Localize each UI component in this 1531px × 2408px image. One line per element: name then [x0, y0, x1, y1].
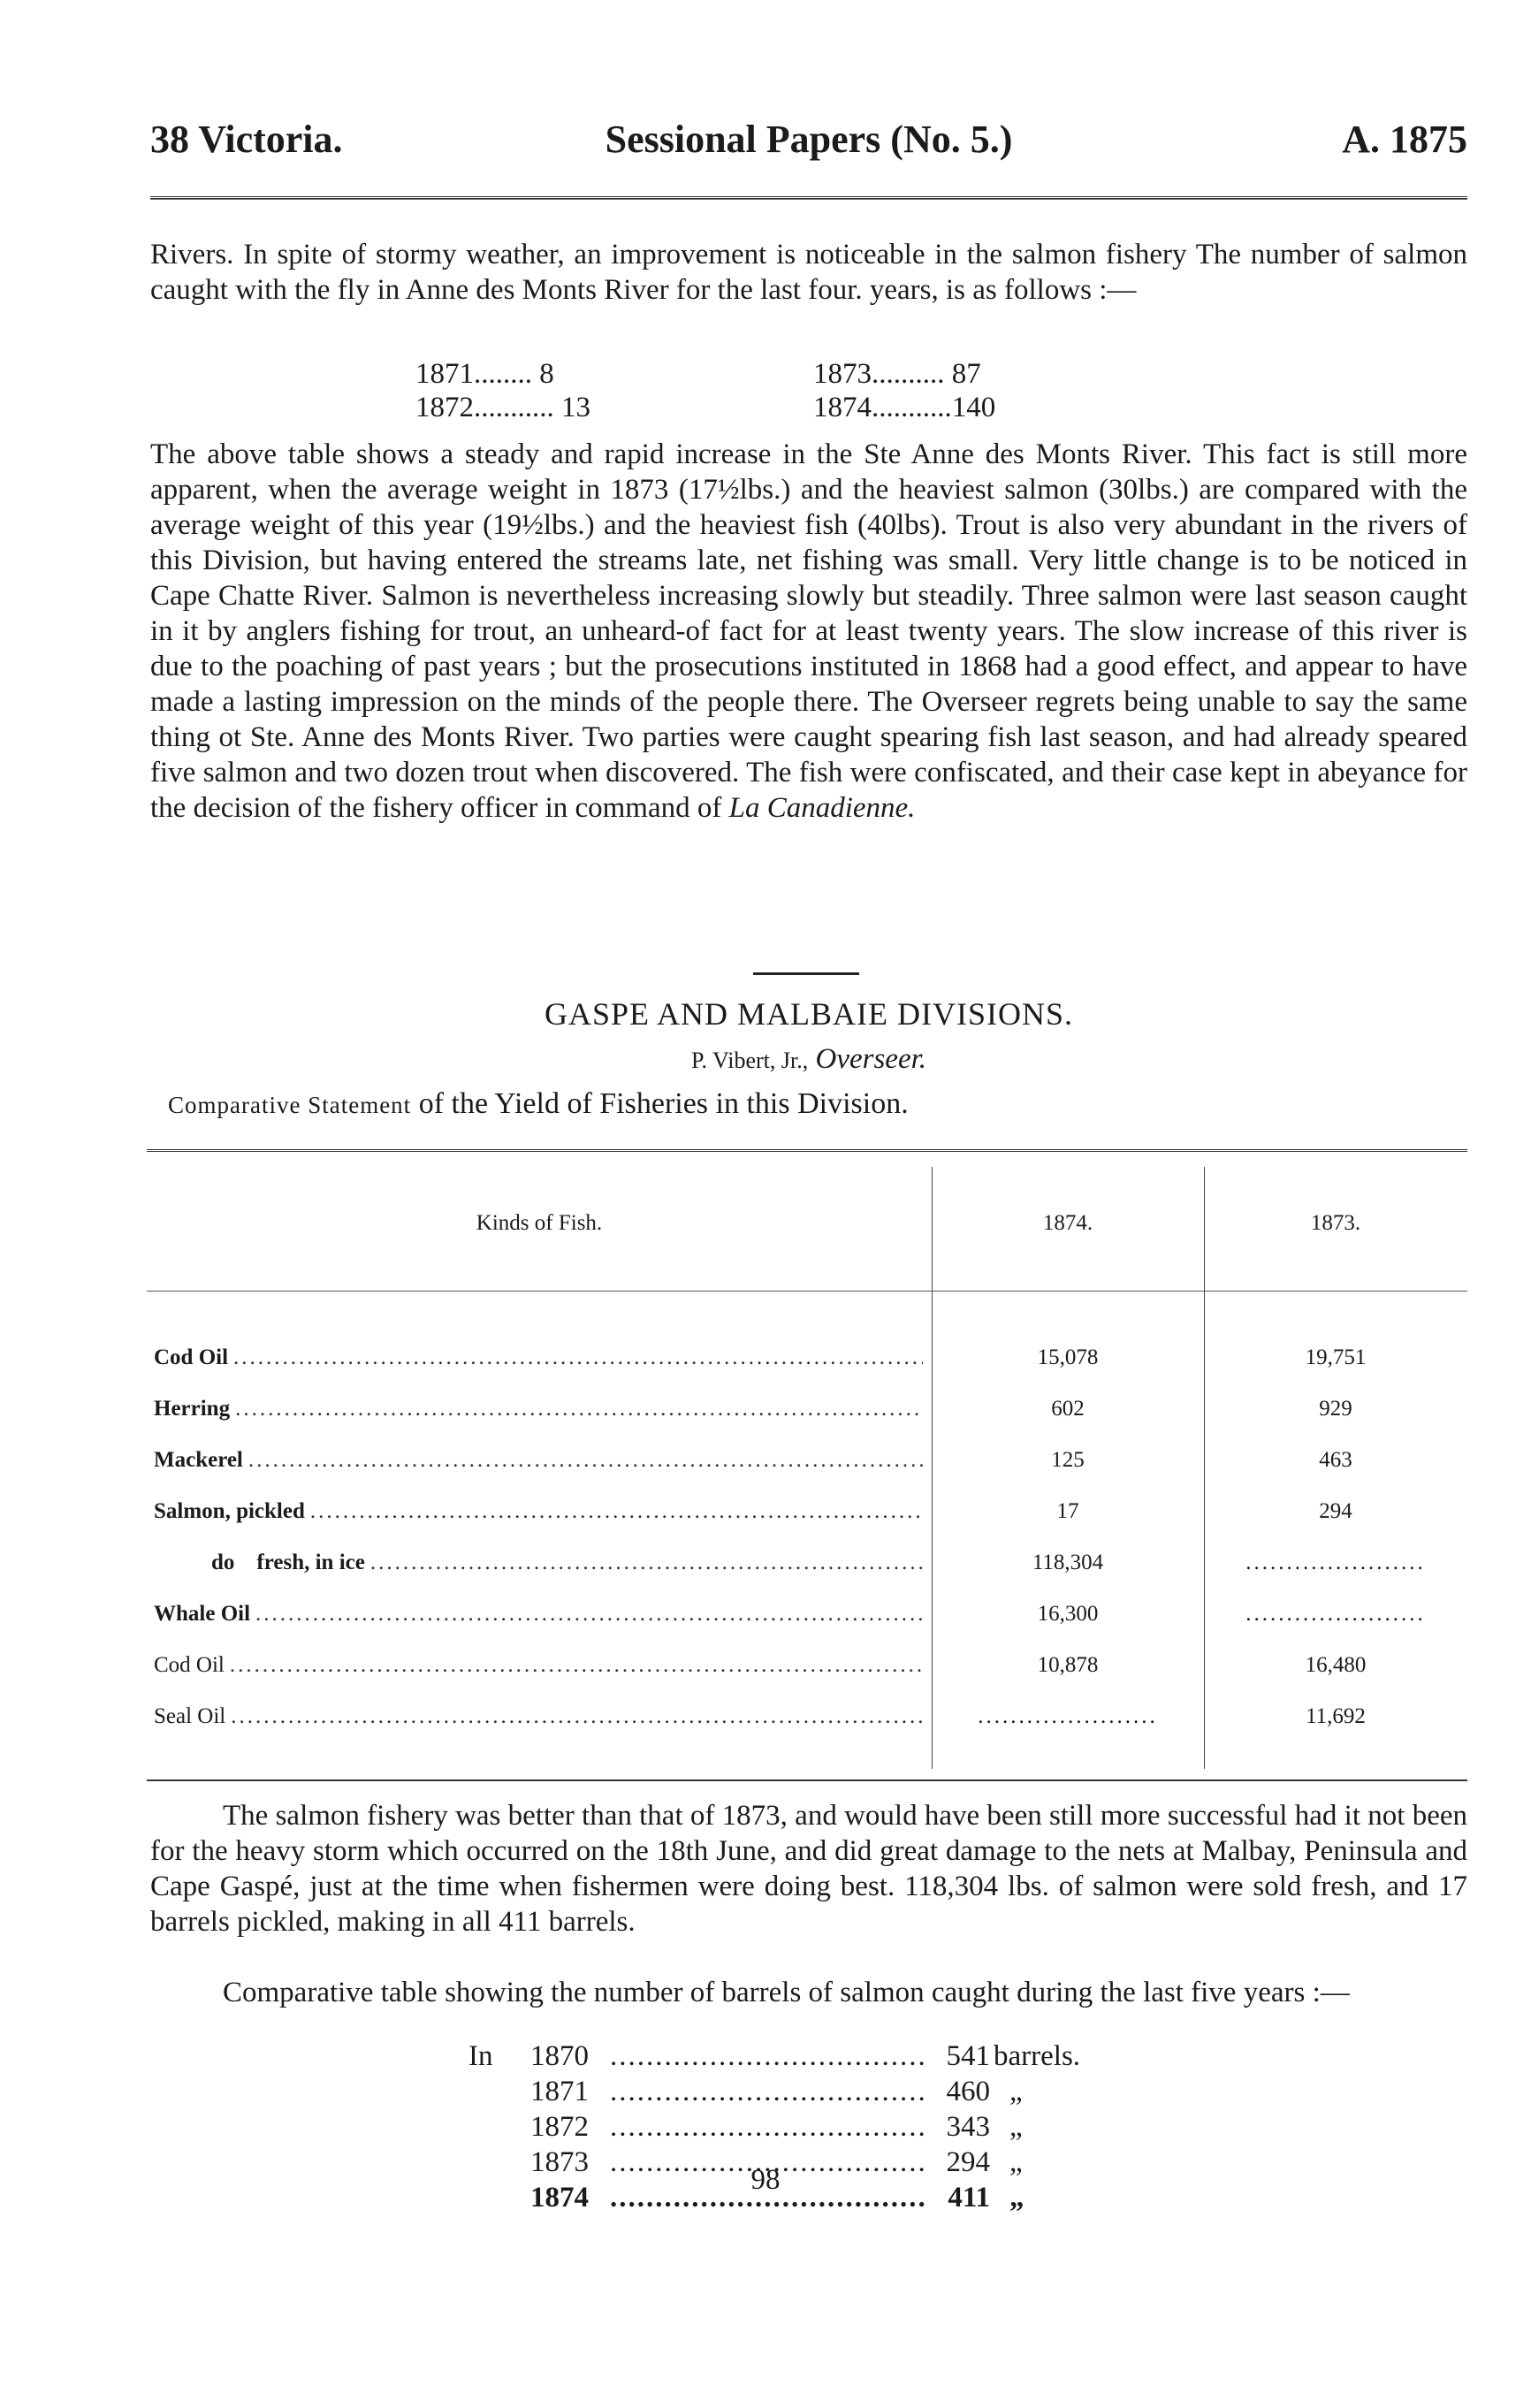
table-top-rule [147, 1149, 1467, 1152]
overseer-role: Overseer. [815, 1043, 927, 1075]
fly-dots: ........ [474, 358, 532, 390]
statement-heading [168, 1087, 1485, 1121]
statement-rest: of the Yield of Fisheries in this Division. [418, 1087, 909, 1120]
fly-year: 1873 [813, 358, 872, 390]
header-kinds-of-fish: Kinds of Fish. [476, 1211, 603, 1235]
value-1873: ...................... [1245, 1602, 1426, 1626]
barrels-value: 541 [946, 2040, 990, 2072]
section-divider [753, 972, 859, 975]
leader-dots [230, 1397, 923, 1421]
running-header [150, 117, 1467, 170]
fish-name: Whale Oil [154, 1602, 251, 1626]
barrels-year: 1871 [530, 2076, 589, 2107]
value-1873: 16,480 [1305, 1653, 1367, 1677]
header-1874: 1874. [1042, 1211, 1093, 1235]
barrels-prefix [468, 2074, 530, 2109]
value-1874: 125 [1051, 1448, 1085, 1472]
header-rule [147, 1291, 1467, 1292]
fly-catch-row [415, 357, 1211, 391]
fisheries-yield-table [147, 1149, 1467, 1781]
barrels-year: 1872 [530, 2111, 589, 2143]
barrels-row [468, 2038, 1080, 2074]
fly-dots: .......... [872, 358, 945, 390]
value-1873: 294 [1319, 1499, 1352, 1523]
fly-catch-table [415, 357, 1211, 424]
fly-count: 13 [561, 392, 590, 423]
fish-name-cell [154, 1602, 923, 1627]
leader-dots [365, 1551, 923, 1575]
barrels-row [468, 2109, 1080, 2145]
table-row [147, 1384, 1467, 1436]
fly-dots: ........... [474, 392, 554, 423]
fly-dots: ........... [872, 392, 952, 423]
leader-dots [250, 1602, 923, 1627]
leader-dots [225, 1653, 923, 1678]
body-paragraph-2: The salmon fishery was better than that of 1873, and would have been still more successful had it not been for the heavy storm which occurred on the 18th June, and did great damage to the nets at Malbay, Peninsula and Cape Gaspé, just at the time when fishermen were doing best. 118,304 lbs. of salmon were sold fresh, and 17 barrels pickled, making in all 411 barrels. [150, 1800, 1467, 1938]
barrels-prefix [468, 2109, 530, 2145]
table-row [147, 1487, 1467, 1538]
fly-catch-row [415, 391, 1211, 424]
table-row [147, 1333, 1467, 1384]
barrels-unit: „ [1009, 2182, 1024, 2214]
ship-name: La Canadienne. [728, 792, 916, 824]
value-1874: 10,878 [1037, 1653, 1099, 1677]
overseer-name: P. Vibert, Jr., [690, 1048, 809, 1073]
fly-catch-cell [415, 357, 813, 391]
fly-count: 140 [951, 392, 996, 423]
header-year: A. 1875 [1342, 118, 1467, 161]
paragraph-1-text: The above table shows a steady and rapid increase in the Ste Anne des Monts River. This fact is still more apparent, when the average weight in 1873 (17½lbs.) and the heaviest salmon (30lbs.) are compared with the average weight of this year (19½lbs.) and the heaviest fish (40lbs). Trout is also very abundant in the rivers of this Division, but having entered the streams late, net fishing was small. Very little change is to be noticed in Cape Chatte River. Salmon is nevertheless increasing slowly but steadily. Three salmon were last season caught in it by anglers fishing for trout, an unheard-of fact for at least twenty years. The slow increase of this river is due to the poaching of past years ; but the prosecutions instituted in 1868 had a good effect, and appear to have made a lasting impression on the minds of the people there. The Overseer regrets being unable to say the same thing ot Ste. Anne des Monts River. Two parties were caught spearing fish last season, and had already speared five salmon and two dozen trout when discovered. The fish were confiscated, and their case kept in abeyance for the decision of the fishery officer in command of [150, 438, 1467, 824]
header-title: Sessional Papers (No. 5.) [605, 118, 1013, 161]
fly-catch-cell [813, 357, 1211, 391]
table-row [147, 1436, 1467, 1487]
fish-name-cell [154, 1448, 923, 1473]
intro-paragraph: Rivers. In spite of stormy weather, an improvement is noticeable in the salmon fishery The number of salmon caught with the fly in Anne des Monts River for the last four. years, is as follows :— [150, 239, 1467, 306]
fly-year: 1871 [415, 358, 474, 390]
barrels-unit: „ [1009, 2111, 1023, 2143]
value-1873: 11,692 [1306, 1704, 1366, 1728]
table-row [147, 1641, 1467, 1692]
body-paragraph-1 [150, 437, 1467, 826]
section-title: GASPE AND MALBAIE DIVISIONS. [544, 996, 1074, 1032]
fly-count: 87 [951, 358, 981, 390]
page-number: 98 [750, 2164, 781, 2196]
barrels-value: 460 [946, 2076, 990, 2107]
fish-name: Salmon, pickled [154, 1499, 305, 1523]
leader-dots [243, 1448, 923, 1473]
fish-name: do fresh, in ice [189, 1551, 365, 1574]
fish-name-cell [154, 1397, 923, 1421]
leader-dots [225, 1704, 923, 1729]
statement-label: Comparative Statement [168, 1092, 412, 1118]
value-1873: 929 [1319, 1397, 1352, 1421]
value-1874: 602 [1051, 1397, 1085, 1421]
value-1873: 19,751 [1305, 1345, 1367, 1369]
body-paragraph-3: Comparative table showing the number of barrels of salmon caught during the last five years :— [223, 1977, 1350, 2008]
fish-name-cell [154, 1499, 923, 1524]
barrels-year: 1874 [530, 2182, 589, 2214]
barrels-year: 1873 [530, 2146, 589, 2178]
barrels-year: 1870 [530, 2040, 589, 2072]
leader-dots [610, 2109, 928, 2145]
barrels-unit: barrels. [994, 2040, 1081, 2072]
value-1873: 463 [1319, 1448, 1352, 1472]
value-1874: 15,078 [1037, 1345, 1099, 1369]
overseer-line [150, 1043, 1467, 1076]
fish-name: Seal Oil [154, 1704, 226, 1728]
fish-name: Cod Oil [154, 1345, 229, 1369]
barrels-value: 294 [946, 2146, 990, 2178]
value-1874: 16,300 [1037, 1602, 1099, 1626]
fish-name: Cod Oil [154, 1653, 225, 1677]
leader-dots [228, 1345, 923, 1370]
fly-catch-cell [415, 391, 813, 424]
value-1874: 118,304 [1032, 1551, 1104, 1574]
barrels-unit: „ [1009, 2146, 1023, 2178]
barrels-value: 411 [948, 2182, 990, 2214]
barrels-unit: „ [1009, 2076, 1023, 2107]
header-rule [150, 196, 1467, 200]
table-row [147, 1589, 1467, 1641]
header-volume: 38 Victoria. [150, 118, 343, 161]
barrels-prefix: In [468, 2040, 493, 2072]
table-bottom-rule [147, 1779, 1467, 1781]
leader-dots [610, 2074, 928, 2109]
value-1873: ...................... [1245, 1551, 1426, 1574]
table-row [147, 1538, 1467, 1589]
leader-dots [610, 2038, 928, 2074]
fly-catch-cell [813, 391, 1211, 424]
fish-name-cell [154, 1551, 923, 1575]
value-1874: 17 [1056, 1499, 1079, 1523]
barrels-row [468, 2074, 1080, 2109]
fish-name-cell [154, 1653, 923, 1678]
value-1874: ...................... [978, 1704, 1158, 1728]
barrels-value: 343 [946, 2111, 990, 2143]
leader-dots [305, 1499, 923, 1524]
fish-name-cell [154, 1704, 923, 1729]
fly-count: 8 [539, 358, 554, 390]
fly-year: 1872 [415, 392, 474, 423]
fish-name: Mackerel [154, 1448, 243, 1472]
header-1873: 1873. [1310, 1211, 1361, 1235]
fish-name-cell [154, 1345, 923, 1370]
table-row [147, 1692, 1467, 1743]
fly-year: 1874 [813, 392, 872, 423]
fish-name: Herring [154, 1397, 231, 1421]
